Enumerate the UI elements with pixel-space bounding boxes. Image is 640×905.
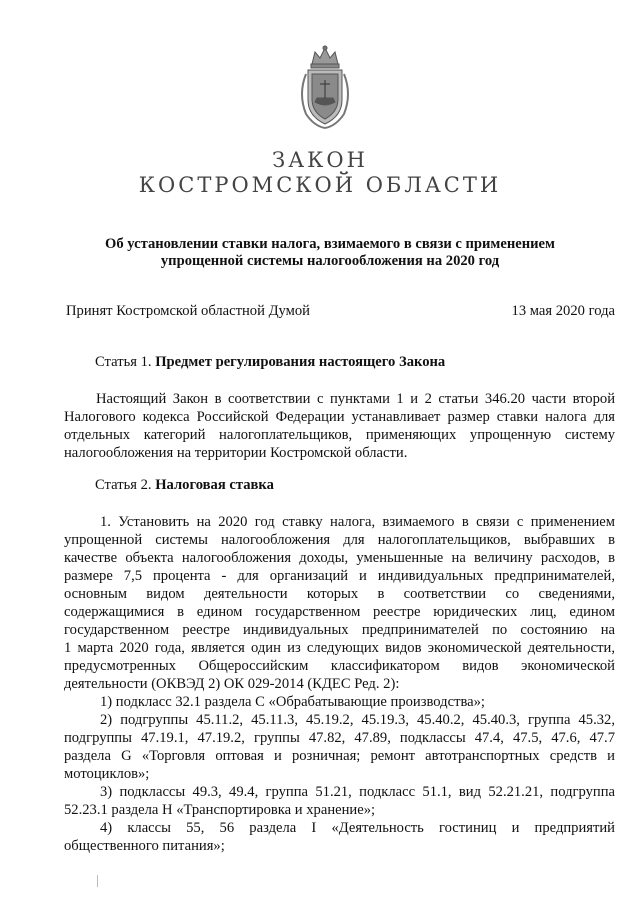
article-2-title	[95, 477, 274, 494]
coat-of-arms-icon	[296, 44, 354, 132]
article-2-body	[64, 513, 615, 855]
article-1-line: Налогового кодекса Российской Федерации устанавливает размер ставки налога для	[64, 409, 615, 425]
article-2-line: общественного питания»;	[64, 838, 225, 854]
article-2-line: 1 марта 2020 года, является один из следующих видов экономической деятельности,	[64, 640, 615, 656]
article-2-line: раздела G «Торговля оптовая и розничная; ремонт автотранспортных средств и	[64, 748, 615, 764]
article-1-line: отдельных категорий налогоплательщиков, применяющих упрощенную систему	[64, 427, 615, 443]
article-2-list-item: 1) подкласс 32.1 раздела C «Обрабатывающие производства»;	[100, 694, 485, 710]
article-1-name: Предмет регулирования настоящего Закона	[155, 354, 446, 370]
article-2-line: 52.23.1 раздела H «Транспортировка и хранение»;	[64, 802, 376, 818]
document-heading-line1: Об установлении ставки налога, взимаемого в связи с применением	[105, 236, 555, 252]
article-2-line: содержащимися в едином государственном реестре юридических лиц, едином	[64, 604, 615, 620]
article-2-line: мотоциклов»;	[64, 766, 150, 782]
article-2-line: 1. Установить на 2020 год ставку налога, взимаемого в связи с применением	[100, 514, 615, 530]
article-2-prefix: Статья 2.	[95, 477, 152, 493]
scan-artifact	[97, 875, 98, 887]
article-2-line: подгруппы 47.19.1, 47.19.2, группы 47.82, 47.89, подклассы 47.4, 47.5, 47.6, 47.7	[64, 730, 615, 746]
article-1-title	[95, 354, 445, 371]
article-2-list-item: 4) классы 55, 56 раздела I «Деятельность гостиниц и предприятий	[100, 820, 615, 836]
document-heading-line2: упрощенной системы налогообложения на 2020 год	[160, 253, 500, 269]
article-1-line: Настоящий Закон в соответствии с пунктами 1 и 2 статьи 346.20 части второй	[96, 391, 615, 407]
law-title-line2: КОСТРОМСКОЙ ОБЛАСТИ	[138, 173, 502, 197]
article-2-list-item: 2) подгруппы 45.11.2, 45.11.3, 45.19.2, 45.19.3, 45.40.2, 45.40.3, группа 45.32,	[100, 712, 615, 728]
article-2-list-item: 3) подклассы 49.3, 49.4, группа 51.21, подкласс 51.1, вид 52.21.21, подгруппа	[100, 784, 615, 800]
article-1-prefix: Статья 1.	[95, 354, 152, 370]
article-2-line: государственном реестре индивидуальных предпринимателей по состоянию на	[64, 622, 615, 638]
article-2-line: качестве объекта налогообложения доходы, уменьшенные на величину расходов, в	[64, 550, 615, 566]
article-2-line: упрощенной системы налогообложения для налогоплательщиков, выбравших в	[64, 532, 615, 548]
article-2-line: размере 7,5 процента - для организаций и индивидуальных предпринимателей,	[64, 568, 615, 584]
article-2-line: основным видом деятельности которых в соответствии со сведениями,	[64, 586, 615, 602]
law-title-line1: ЗАКОН	[272, 148, 368, 172]
article-1-line: налогообложения на территории Костромской области.	[64, 445, 408, 461]
article-2-line: деятельности (ОКВЭД 2) ОК 029-2014 (КДЕС Ред. 2):	[64, 676, 400, 692]
article-2-line: предусмотренных Общероссийским классификатором видов экономической	[64, 658, 615, 674]
adoption-date: 13 мая 2020 года	[511, 303, 615, 319]
article-1-body	[64, 390, 615, 462]
article-2-name: Налоговая ставка	[155, 477, 274, 493]
adopted-by: Принят Костромской областной Думой	[66, 303, 310, 319]
